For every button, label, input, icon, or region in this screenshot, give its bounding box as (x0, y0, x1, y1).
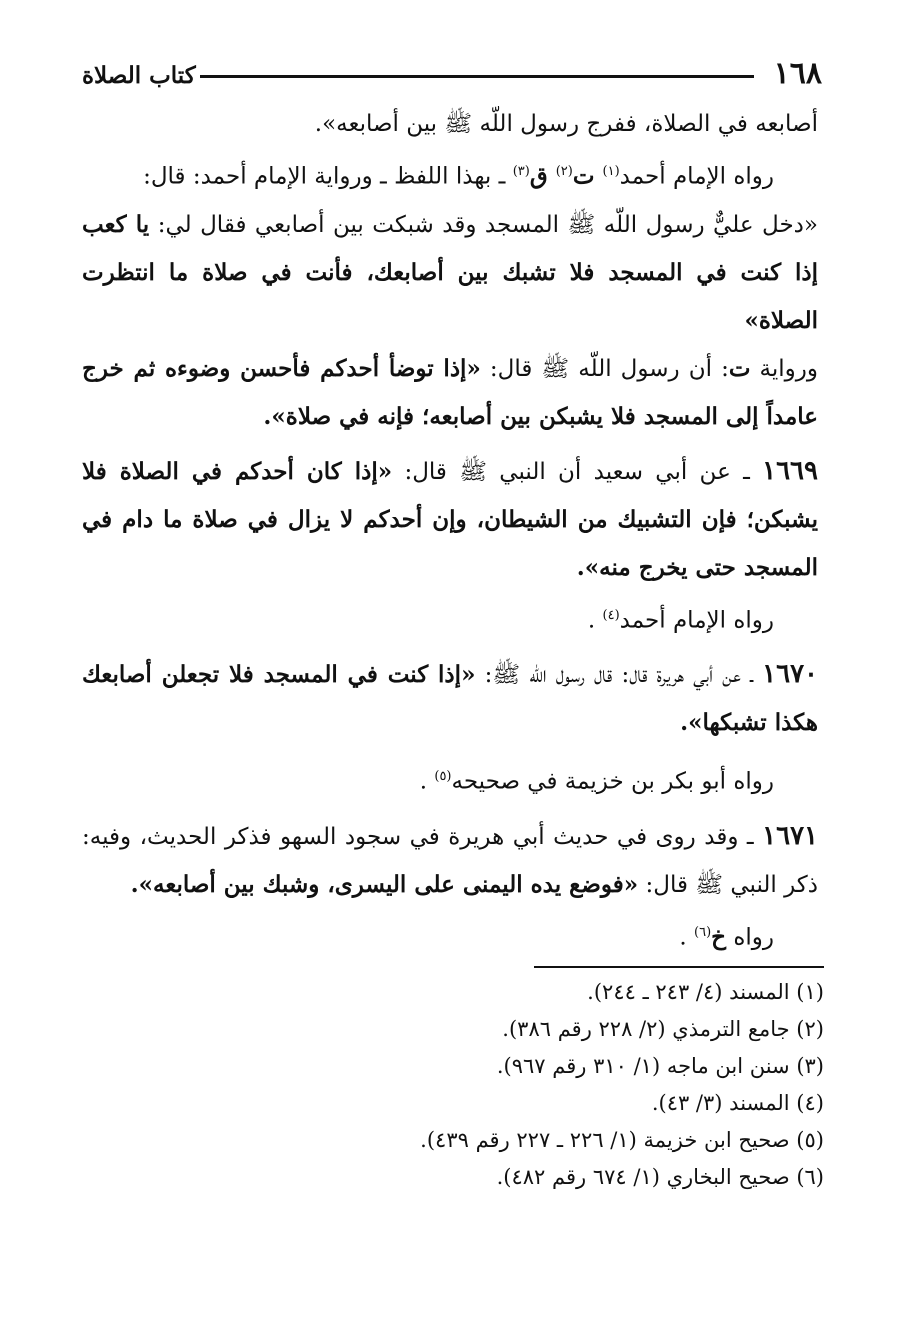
hadith-text: يا كعب إذا كنت في المسجد فلا تشبك بين أصابعك، فأنت في صلاة ما انتظرت الصلاة» (82, 210, 818, 334)
text-run: رواه الإمام أحمد (619, 163, 774, 190)
footnote: (٥) صحيح ابن خزيمة (١/ ٢٢٦ ـ ٢٢٧ رقم ٤٣٩). (420, 1128, 824, 1152)
text-run: : أن رسول اللّه ﷺ قال: (480, 355, 729, 382)
hadith-number: ١٦٦٩ (762, 455, 818, 486)
footnote: (٢) جامع الترمذي (٢/ ٢٢٨ رقم ٣٨٦). (502, 1017, 824, 1041)
page-header (82, 52, 822, 96)
text-run: ورواية (750, 355, 818, 382)
paragraph (82, 345, 818, 441)
text-run: «دخل عليٌّ رسول اللّه ﷺ المسجد وقد شبكت بين أصابعي فقال لي: (149, 211, 818, 238)
main-text (82, 100, 818, 962)
hadith-number: ١٦٧١ (762, 820, 818, 851)
hadith-text: «إذا كان أحدكم في الصلاة فلا يشبكن؛ فإن التشبيك من الشيطان، وإن أحدكم لا يزال في صلاة ما دام في المسجد حتى يخرج منه». (82, 457, 818, 581)
footnotes (184, 974, 824, 1196)
footnote: (٤) المسند (٣/ ٤٣). (651, 1091, 824, 1115)
hadith-number: ١٦٧٠ (762, 659, 818, 690)
hadith-text: «إذا كنت في المسجد فلا تجعلن أصابعك هكذا تشبكها». (82, 661, 818, 737)
text-run: ـ بهذا اللفظ ـ ورواية الإمام أحمد: قال: (143, 163, 513, 190)
footnote-ref: (٦) (694, 924, 712, 940)
footnote: (١) المسند (٤/ ٢٤٣ ـ ٢٤٤). (587, 980, 824, 1004)
paragraph (82, 100, 818, 148)
text-run: ت (572, 162, 603, 190)
hadith-text: «فوضع يده اليمنى على اليسرى، وشبك بين أصابعه». (130, 870, 639, 898)
header-rule (200, 75, 754, 78)
narration-line (82, 753, 818, 806)
footnote: (٣) سنن ابن ماجه (١/ ٣١٠ رقم ٩٦٧). (496, 1054, 824, 1078)
hadith-1670 (82, 650, 818, 747)
text-run: رواه أبو بكر بن خزيمة في صحيحه (451, 768, 774, 795)
text-run: رواه (726, 924, 774, 951)
narration-line (82, 909, 818, 962)
paragraph (82, 201, 818, 345)
footnote-ref: (٢) (555, 164, 573, 179)
text-run: ـ عن أبي هريرة قال: قال رسول اللّه ﷺ: (475, 662, 763, 689)
text-run: ق (529, 162, 556, 190)
section-title: كتاب الصلاة (82, 62, 196, 89)
text-run: ـ عن أبي سعيد أن النبي ﷺ قال: (392, 458, 763, 485)
narration-line (82, 148, 818, 201)
footnote: (٦) صحيح البخاري (١/ ٦٧٤ رقم ٤٨٢). (496, 1165, 824, 1189)
text-run: . (587, 607, 603, 634)
text-run: ـ وقد روى في حديث أبي هريرة في سجود السهو فذكر الحديث، وفيه: ذكر النبي ﷺ قال: (82, 823, 818, 898)
text-run: رواه الإمام أحمد (619, 607, 774, 634)
hadith-text: «إذا توضأ أحدكم فأحسن وضوءه ثم خرج عامداً إلى المسجد فلا يشبكن بين أصابعه؛ فإنه في صلاة». (82, 354, 818, 430)
footnote-ref: (٤) (602, 607, 620, 623)
footnote-ref: (٥) (434, 769, 452, 785)
text-run: خ (711, 923, 727, 951)
footnote-separator (534, 966, 824, 968)
text-run: ت (728, 354, 751, 382)
hadith-1669 (82, 447, 818, 592)
footnote-ref: (١) (602, 164, 620, 179)
text-run: . (419, 768, 435, 795)
text-run: . (679, 924, 695, 951)
footnote-ref: (٣) (512, 164, 530, 179)
text-run: أصابعه في الصلاة، ففرج رسول اللّه ﷺ بين أصابعه». (314, 111, 818, 137)
hadith-1671 (82, 812, 818, 909)
narration-line (82, 592, 818, 645)
page-number: ١٦٨ (773, 56, 822, 91)
